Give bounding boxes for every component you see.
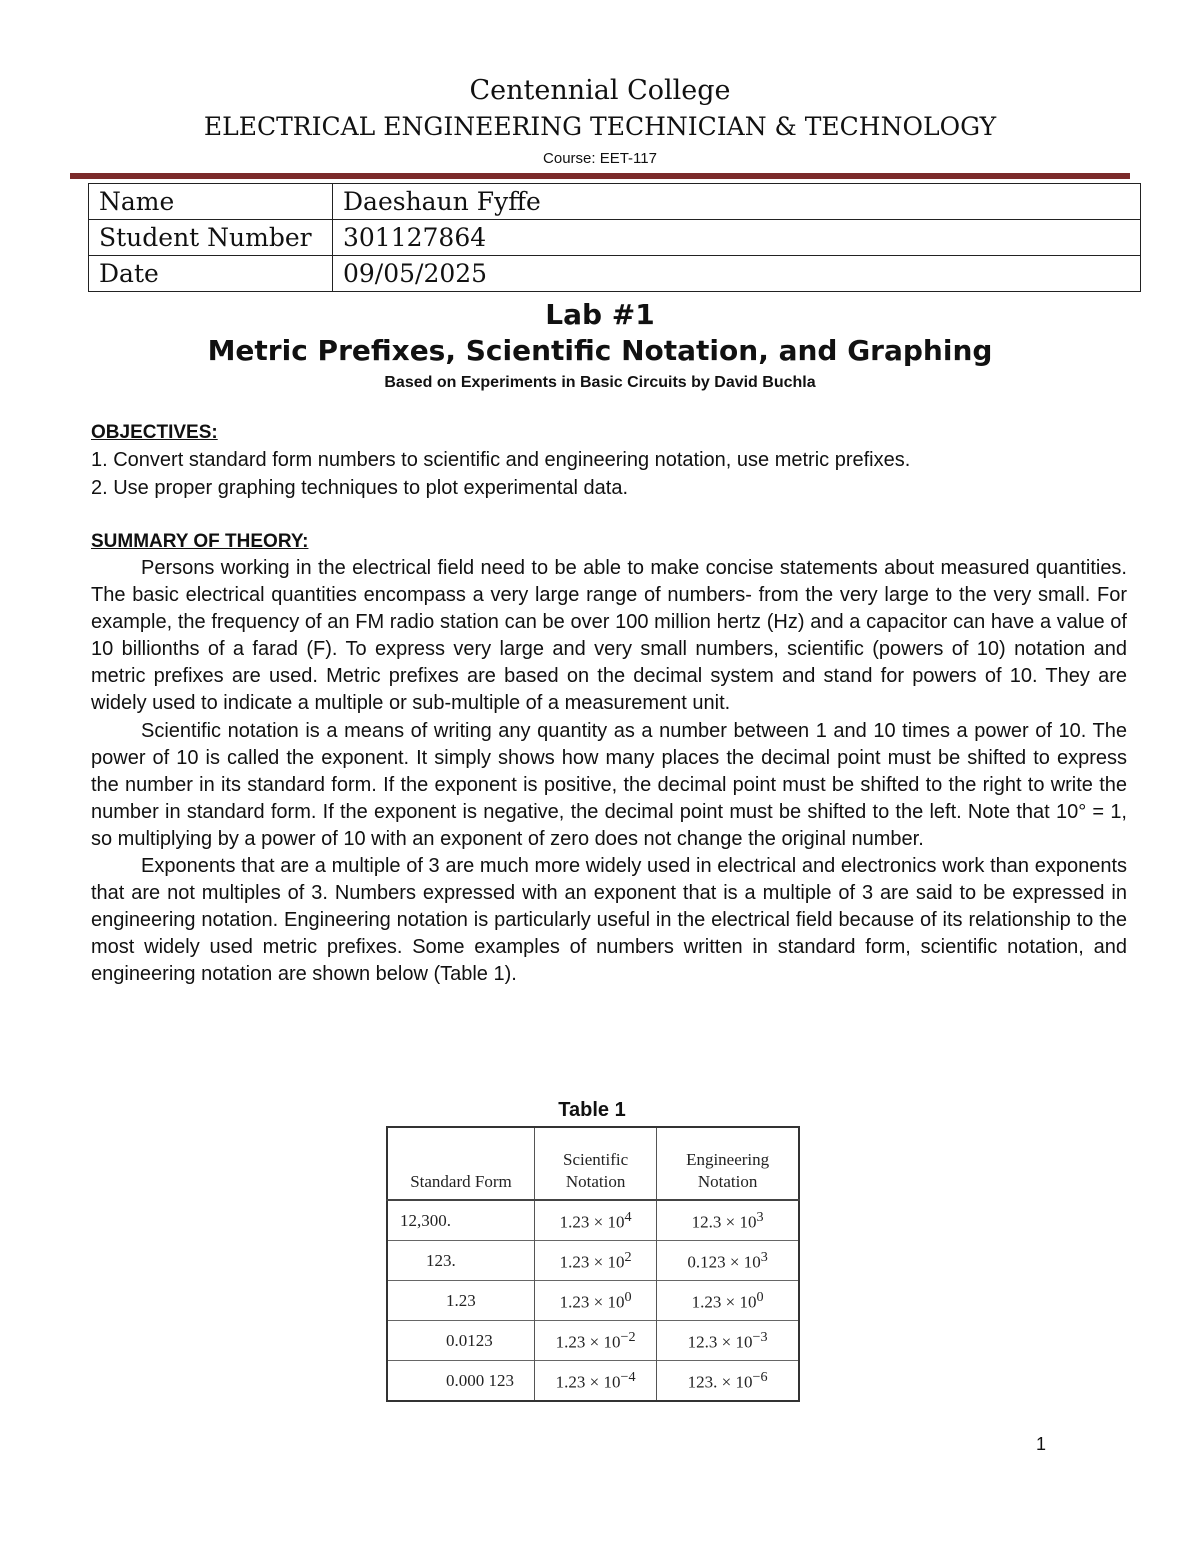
standard-cell: 12,300. xyxy=(387,1200,534,1241)
name-label: Name xyxy=(89,184,333,220)
student-number-label: Student Number xyxy=(89,220,333,256)
lab-source: Based on Experiments in Basic Circuits by David Buchla xyxy=(384,374,816,391)
objective-item: 1. Convert standard form numbers to scientific and engineering notation, use metric prefixes. xyxy=(91,449,911,471)
engineering-cell: $12.3 \times 10^{-3}$ xyxy=(657,1321,799,1361)
program-name: ELECTRICAL ENGINEERING TECHNICIAN & TECHNOLOGY xyxy=(203,112,997,141)
standard-cell: 0.0123 xyxy=(387,1321,534,1361)
engineering-cell: $1.23 \times 10^0$ xyxy=(657,1281,799,1321)
col-header-engineering: Engineering Notation xyxy=(657,1127,799,1200)
lab-title: Lab #1 xyxy=(545,298,655,331)
table-row xyxy=(387,1281,799,1321)
name-value: Daeshaun Fyffe xyxy=(333,184,1141,220)
theory-paragraph: Exponents that are a multiple of 3 are much more widely used in electrical and electronics work than exponents that are not multiples of 3. Numbers expressed with an exponent that is a multiple of 3 are said to be expressed in engineering notation. Engineering notation is particularly useful in the electrical field because of its relationship to the most widely used metric prefixes. Some examples of numbers written in standard form, scientific notation, and engineering notation are shown below (Table 1). xyxy=(91,855,1127,986)
table1-title: Table 1 xyxy=(558,1099,626,1121)
objectives-heading: OBJECTIVES: xyxy=(91,422,218,443)
col-header-scientific: Scientific Notation xyxy=(534,1127,656,1200)
engineering-cell: $0.123 \times 10^3$ xyxy=(657,1241,799,1281)
college-name: Centennial College xyxy=(469,75,731,106)
table-header-row xyxy=(387,1127,799,1200)
objective-item: 2. Use proper graphing techniques to plot experimental data. xyxy=(91,477,629,499)
table-row xyxy=(89,256,1141,292)
engineering-cell: $12.3 \times 10^3$ xyxy=(657,1200,799,1241)
scientific-cell: $1.23 \times 10^2$ xyxy=(534,1241,656,1281)
header-divider xyxy=(70,173,1130,179)
table-row xyxy=(387,1321,799,1361)
standard-cell: 0.000 123 xyxy=(387,1361,534,1402)
table-row xyxy=(89,184,1141,220)
student-info-table xyxy=(88,183,1141,292)
theory-heading: SUMMARY OF THEORY: xyxy=(91,531,309,552)
table-row xyxy=(387,1361,799,1402)
standard-cell: 123. xyxy=(387,1241,534,1281)
standard-cell: 1.23 xyxy=(387,1281,534,1321)
notation-table xyxy=(386,1126,800,1402)
table-row xyxy=(89,220,1141,256)
scientific-cell: $1.23 \times 10^4$ xyxy=(534,1200,656,1241)
scientific-cell: $1.23 \times 10^{-4}$ xyxy=(534,1361,656,1402)
table-row xyxy=(387,1241,799,1281)
scientific-cell: $1.23 \times 10^{-2}$ xyxy=(534,1321,656,1361)
student-number-value: 301127864 xyxy=(333,220,1141,256)
date-label: Date xyxy=(89,256,333,292)
lab-subtitle: Metric Prefixes, Scientific Notation, and Graphing xyxy=(207,334,993,367)
scientific-cell: $1.23 \times 10^0$ xyxy=(534,1281,656,1321)
theory-paragraph: Scientific notation is a means of writing any quantity as a number between 1 and 10 times a power of 10. The power of 10 is called the exponent. It simply shows how many places the decimal point must be shifted to express the number in its standard form. If the exponent is positive, the decimal point must be shifted to the right to write the number in standard form. If the exponent is negative, the decimal point must be shifted to the left. Note that 10° = 1, so multiplying by a power of 10 with an exponent of zero does not change the original number. xyxy=(91,719,1127,850)
date-value: 09/05/2025 xyxy=(333,256,1141,292)
engineering-cell: 123. × $10^{-6}$ xyxy=(657,1361,799,1402)
course-code: Course: EET-117 xyxy=(543,150,657,167)
theory-paragraph: Persons working in the electrical field need to be able to make concise statements about measured quantities. The basic electrical quantities encompass a very large range of numbers- from the very large to the very small. For example, the frequency of an FM radio station can be over 100 million hertz (Hz) and a capacitor can have a value of 10 billionths of a farad (F). To express very large and very small numbers, scientific (powers of 10) notation and metric prefixes are used. Metric prefixes are based on the decimal system and stand for powers of 10. They are widely used to indicate a multiple or sub-multiple of a measurement unit. xyxy=(91,557,1127,715)
page-number: 1 xyxy=(1036,1434,1047,1454)
table-row xyxy=(387,1200,799,1241)
col-header-standard: Standard Form xyxy=(387,1127,534,1200)
theory-body xyxy=(91,555,1127,989)
